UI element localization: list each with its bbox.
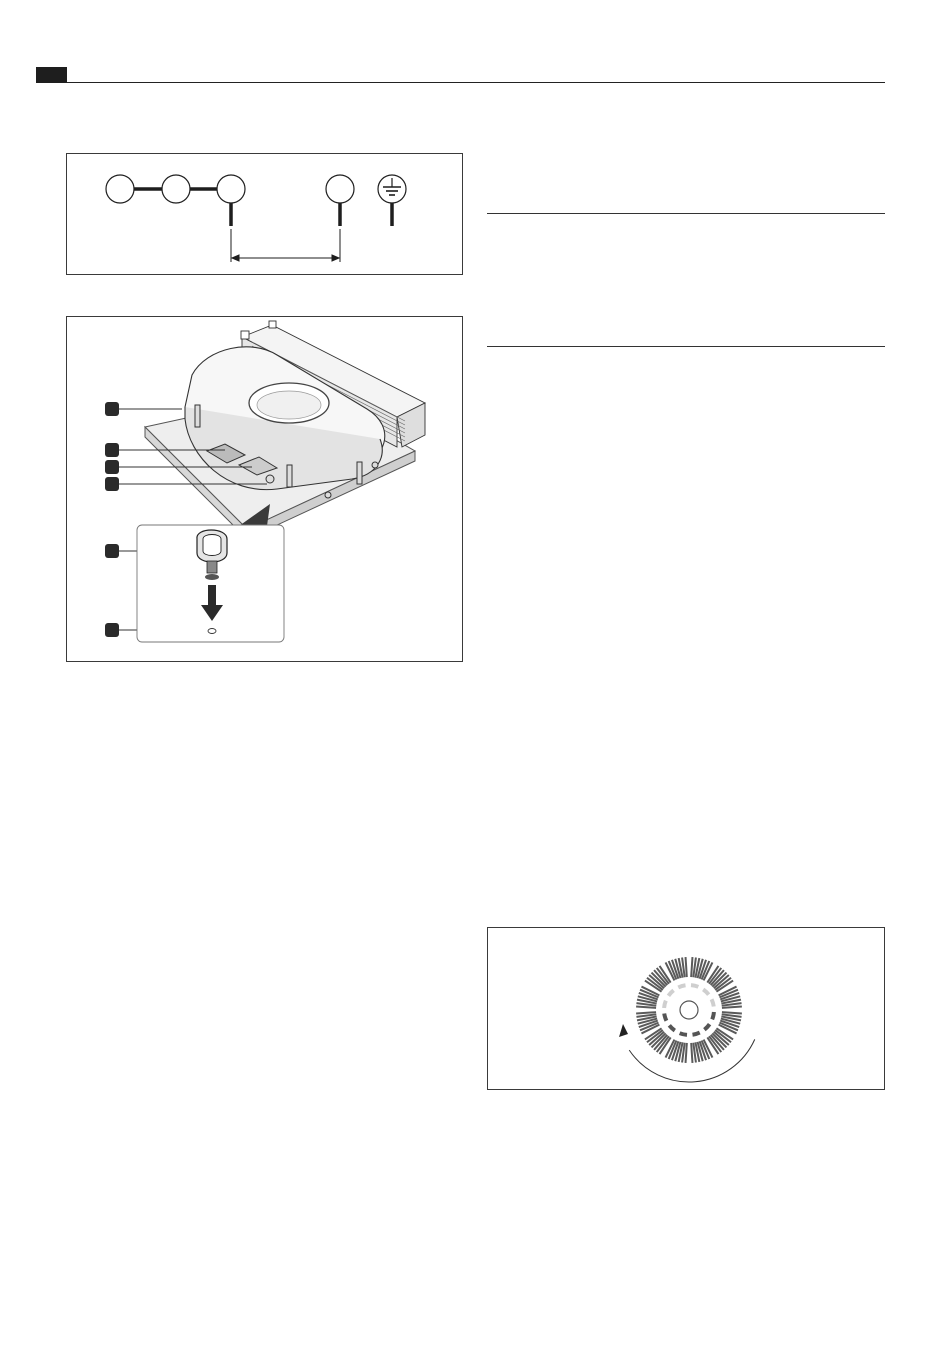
section-rule-1 [487,213,885,214]
fixing-point [266,475,274,483]
terminal-circle-2 [162,175,190,203]
hob-drawing [67,317,462,661]
clip-detail [137,525,284,642]
terminal-circle-4 [326,175,354,203]
hob-installation-figure [66,316,463,662]
wiring-diagram-figure [66,153,463,275]
header-rule [67,82,885,83]
control-dial-figure [487,927,885,1090]
page-number-tab [36,67,67,83]
callout-badge-6 [105,623,119,637]
section-rule-2 [487,346,885,347]
dimension-line [231,229,340,262]
callout-badge-4 [105,477,119,491]
mount-hole [208,629,216,634]
knob-dial [488,928,884,1089]
callout-badge-3 [105,460,119,474]
callout-badge-2 [105,443,119,457]
ground-icon [378,175,406,203]
terminal-circle-3 [217,175,245,203]
callout-badge-1 [105,402,119,416]
callout-badge-5 [105,544,119,558]
callout-badges [105,402,119,637]
wiring-diagram-drawing [67,154,462,274]
terminal-circle-1 [106,175,134,203]
dial-center [680,1001,698,1019]
